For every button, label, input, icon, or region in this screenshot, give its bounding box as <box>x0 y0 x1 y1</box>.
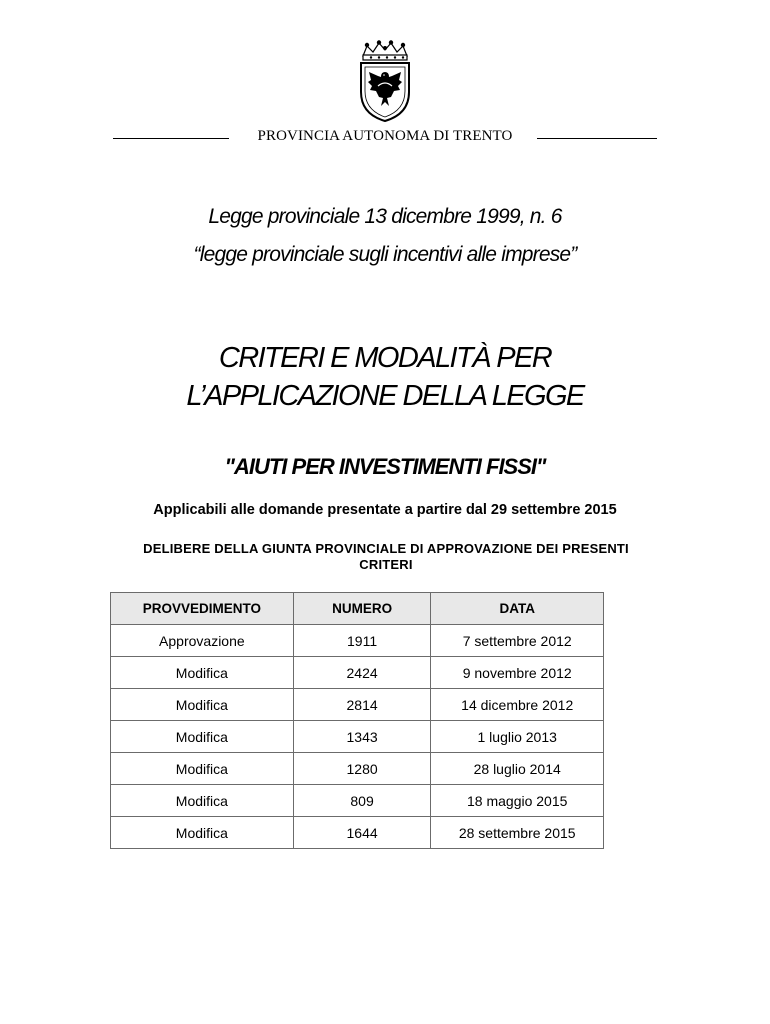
coat-of-arms-emblem <box>357 40 413 122</box>
numero-cell: 2814 <box>293 689 431 721</box>
provvedimento-cell: Modifica <box>111 657 294 689</box>
applicability-note: Applicabili alle domande presentate a partire dal 29 settembre 2015 <box>153 502 617 518</box>
numero-cell: 809 <box>293 785 431 817</box>
column-header-provvedimento: PROVVEDIMENTO <box>111 593 294 625</box>
deliberations-table <box>110 592 604 849</box>
provvedimento-cell: Modifica <box>111 689 294 721</box>
header-rule-right <box>537 138 657 139</box>
data-cell: 28 luglio 2014 <box>431 753 604 785</box>
data-cell: 28 settembre 2015 <box>431 817 604 849</box>
table-row <box>111 689 604 721</box>
document-subtitle: "AIUTI PER INVESTIMENTI FISSI" <box>224 454 546 479</box>
column-header-data: DATA <box>431 593 604 625</box>
provvedimento-cell: Modifica <box>111 817 294 849</box>
deliberations-heading: DELIBERE DELLA GIUNTA PROVINCIALE DI APPROVAZIONE DEI PRESENTI CRITERI <box>143 541 629 572</box>
data-cell: 9 novembre 2012 <box>431 657 604 689</box>
law-name: “legge provinciale sugli incentivi alle imprese” <box>193 243 577 266</box>
data-cell: 1 luglio 2013 <box>431 721 604 753</box>
numero-cell: 1911 <box>293 625 431 657</box>
table-row <box>111 785 604 817</box>
numero-cell: 1280 <box>293 753 431 785</box>
provvedimento-cell: Modifica <box>111 785 294 817</box>
numero-cell: 1343 <box>293 721 431 753</box>
column-header-numero: NUMERO <box>293 593 431 625</box>
document-title-line2: L’APPLICAZIONE DELLA LEGGE <box>186 380 584 412</box>
organization-name: PROVINCIA AUTONOMA DI TRENTO <box>257 128 513 144</box>
table-row <box>111 817 604 849</box>
table-row <box>111 753 604 785</box>
data-cell: 14 dicembre 2012 <box>431 689 604 721</box>
law-reference: Legge provinciale 13 dicembre 1999, n. 6 <box>208 205 562 228</box>
provvedimento-cell: Modifica <box>111 721 294 753</box>
numero-cell: 2424 <box>293 657 431 689</box>
document-title-line1: CRITERI E MODALITÀ PER <box>218 342 552 374</box>
table-header-row <box>111 593 604 625</box>
data-cell: 7 settembre 2012 <box>431 625 604 657</box>
provvedimento-cell: Approvazione <box>111 625 294 657</box>
table-row <box>111 625 604 657</box>
provvedimento-cell: Modifica <box>111 753 294 785</box>
data-cell: 18 maggio 2015 <box>431 785 604 817</box>
table-row <box>111 657 604 689</box>
header-line <box>113 128 657 144</box>
numero-cell: 1644 <box>293 817 431 849</box>
table-row <box>111 721 604 753</box>
